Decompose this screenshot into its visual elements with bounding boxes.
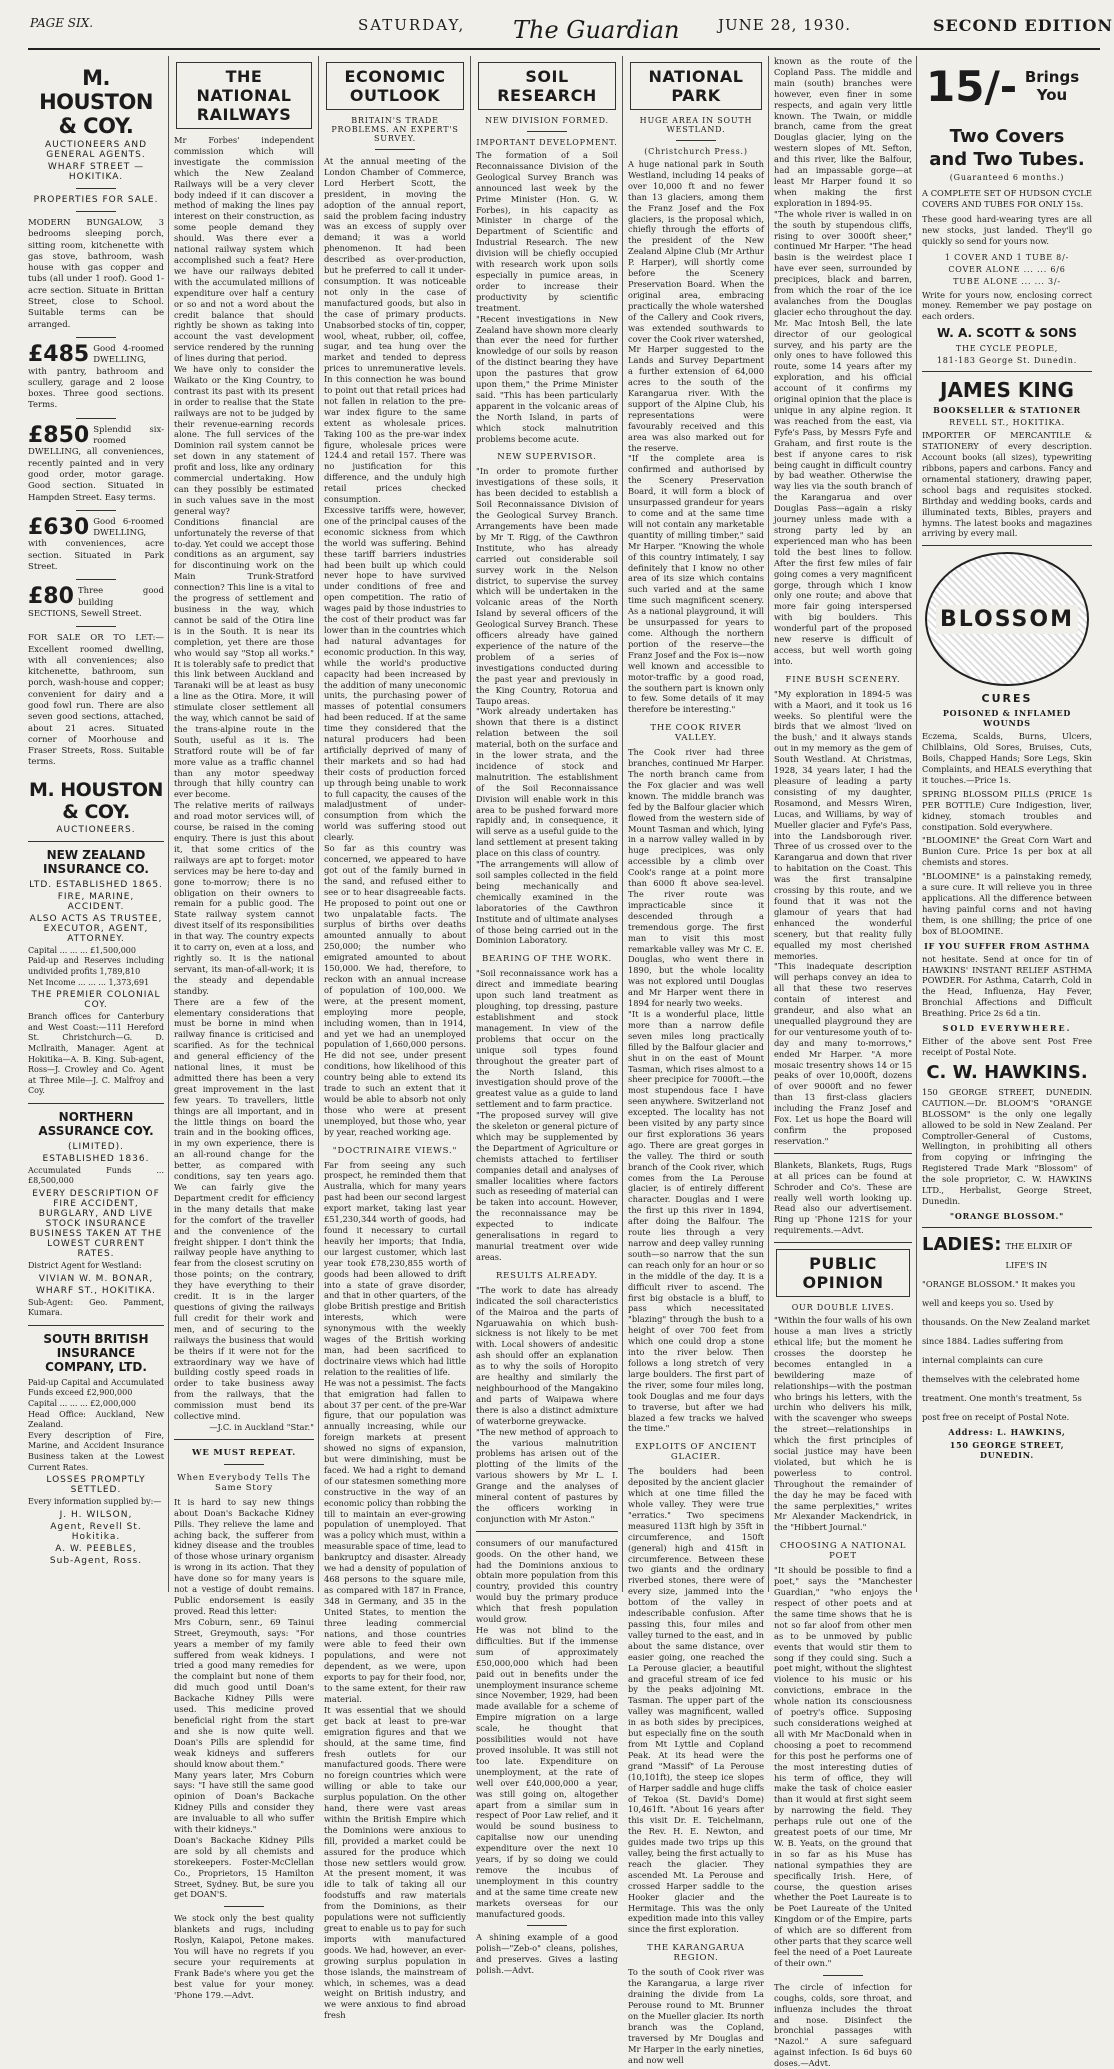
article-paragraph: The circle of infection for coughs, colds, sore throat, and influenza includes the throat and nose. Disinfect the bronchial passages with "Nazol." A sure safeguard against infection. Is 6d buys 60 doses.—Advt. [774,1981,912,2069]
divider [375,149,415,150]
ad-northern-sub: Sub-Agent: Geo. Pamment, Kumara. [28,1297,164,1318]
column-rule [470,56,471,1592]
ad-southbritish-capital: Paid-up Capital and Accumulated Funds exceed £2,900,000 [28,1377,164,1398]
divider [676,140,716,141]
ad-nzinsurance-name: NEW ZEALAND INSURANCE CO. [43,847,149,876]
ad-southbritish-losses: LOSSES PROMPTLY SETTLED. [46,1475,146,1496]
divider [476,1531,618,1532]
article-paragraph: Far from seeing any such prospect, he reminded them that Australia, which for many years past had been our second largest export market, taking last year £51,230,344 worth of goods, had found it necessary to curtail heavily her imports; that India, our largest customer, which last year took £78,230,855 worth of goods had been allowed to drift into a state of grave disorder, and that in other quarters, of the globe British prestige and British interests, which were synonymous with the weekly wages of the British working man, had been sacrificed to doctrinaire views which had little relation to the realities of life. [324,1159,466,1377]
divider [774,1153,912,1154]
ad-nzinsurance-types: FIRE, MARINE, ACCIDENT. [57,891,135,912]
column-rule [622,56,623,1592]
article-subheading: When Everybody Tells The Same Story [177,1472,311,1493]
divider [922,371,1092,372]
article-paragraph: "The arrangements will allow of soil samples collected in the field being mechanically and chemically examined in the laboratories of the Cawthron Institute and of ultimate analyses of those being carried out in the Dominion Laboratory. [476,859,618,946]
ad-houston-for-sale: FOR SALE OR TO LET:—Excellent roomed dwelling, with all conveniences; also kitchenette, bathroom, sun porch, wash-house and copper; convenient for dairy and a good fowl run. There are also seven good sections, attached, about 21 acres. Situated corner of Moorhouse and Fraser Streets, Ross. Suitable terms. [28,633,164,768]
article-paragraph: "This inadequate description will perhaps convey an idea to all that these two reserves contain of interest and grandeur, and also what an unequalled playground they are for our venturesome youth of to-day and many to-morrows," ended Mr Harper. "A more mosaic tresentry shows 14 or 15 peaks of over 10,000ft, dozens of over 9000ft and no fewer than 13 first-class glaciers including the Franz Josef and Fox. Let us hope the Board will confirm the proposed reservation." [774,961,912,1146]
ad-blossom-headline: POISONED & INFLAMED WOUNDS [942,708,1072,729]
ad-bloomine2: "BLOOMINE" is a painstaking remedy, a sure cure. It will relieve you in three applications. All the difference between having painful corns and not having them, is one shilling; the price of one box of BLOOMINE. [922,871,1092,936]
article-subheading: NEW SUPERVISOR. [497,452,597,463]
ad-cycle-text3: Write for yours now, enclosing correct money. Remember we pay postage on each orders. [922,289,1092,322]
price: £80 [28,584,74,610]
ad-cycle-guarantee: (Guaranteed 6 months.) [949,173,1065,182]
article-paragraph: consumers of our manufactured goods. On the other hand, we had the Dominions anxious to obtain more population from this country, provided this country would buy the primary produce which that fresh population would grow. [476,1537,618,1625]
ad-nzinsurance-income: Net Income ... ... ... 1,373,691 [28,977,150,987]
ad-cycle-text2: These good hard-wearing tyres are all new stocks, just landed. They'll go quickly so send for yours now. [922,213,1092,246]
ad-bloomine: "BLOOMINE" the Great Corn Wart and Bunion Cure. Price 1s per box at all chemists and stores. [922,835,1092,868]
ad-southbritish-office: Head Office: Auckland, New Zealand. [28,1409,164,1430]
article-subheading: RESULTS ALREADY. [495,1270,599,1281]
ad-cycle-price2: COVER ALONE ... ... 6/6 [948,264,1066,274]
article-subheading: BEARING OF THE WORK. [482,954,612,965]
ad-southbritish-name: SOUTH BRITISH INSURANCE COMPANY, LTD. [43,1331,149,1374]
article-headline: SOIL RESEARCH [478,62,616,110]
divider [28,841,164,842]
price-text: Splendid six-roomed DWELLING, all conveniences, recently painted and in very good order, motor garage. Good section. Situated in Hampden Street. Easy terms. [28,424,164,503]
article-paragraph: Mrs Coburn, senr., 69 Tainui Street, Greymouth, says: "For years a member of my family suffered from weak kidneys. I tried a good many remedies for the complaint but none of them did much good until Doan's Backache Kidney Pills were used. This medicine proved beneficial right from the start and she is now quite well. Doan's Pills are splendid for weak kidneys and sufferers should know about them." [174,1616,314,1769]
divider [76,188,116,189]
article-headline: THE NATIONAL RAILWAYS [176,62,312,129]
ad-hawkins-name: C. W. HAWKINS. [926,1061,1088,1083]
ad-southbritish-desc: Every description of Fire, Marine, and Accident Insurance Business taken at the Lowest Current Rates. [28,1430,164,1472]
ad-king-addr: REVELL ST., HOKITIKA. [949,418,1065,428]
article-paragraph: "The work to date has already indicated the soil characteristics of the Mairoa and the parts of Ngaruawahia on which bush-sickness is not likely to be met with. Local showers of andesitic ash should offer an explanation as to why the soils of Horopito are healthy and similarly the neighbourhood of the Mangakino and parts of Waipawa where there is also a distinct admixture of waterborne greywacke. [476,1284,618,1426]
ad-southbritish-agent2: A. W. PEEBLES, [55,1543,137,1554]
ad-houston2-name: M. HOUSTON & COY. [29,778,163,823]
price-text: Three good building SECTIONS, Sewell Street. [28,586,164,619]
article-paragraph: "Soil reconnaissance work has a direct and immediate bearing upon such land treatment as ploughing, top dressing, pasture establishment and stock management. In view of the problems that occur on the unique soil types found throughout the greater part of the North Island, this investigation should prove of the greatest value as a guide to land settlement and to farm practice. [476,968,618,1110]
article-paragraph: The Cook river had three branches, continued Mr Harper. The north branch came from the Fox glacier and was well known. The middle branch was fed by the Balfour glacier which flowed from the western side of Mount Tasman and which, lying in a narrow valley walled in by huge precipices, was only accessible by a climb over Cook's range at a point more than 6000 ft above sea-level. The river route was impracticable since it descended through a tremendous gorge. The first man to visit this most remarkable valley was Mr C. E. Douglas, who went there in 1890, but the whole locality was not explored until Douglas and Mr Harper went there in 1894 for nearly two weeks. [628,747,764,1009]
ad-cycle-firm: W. A. SCOTT & SONS [937,326,1077,341]
ad-hawkins-text: 150 GEORGE STREET, DUNEDIN. CAUTION.—Dr. BLOOM'S "ORANGE BLOSSOM" is the only one legally allowed to be sold in New Zealand. Per Comptroller-General of Customs, Wellington, in prohibiting all others from copying or infringing the Registered Trade Mark "Blossom" of the sole proprietor, C. W. HAWKINS LTD., Herbalist, George Street, Dunedin. [922,1086,1092,1206]
article-paragraph: We have only to consider the Waikato or the King Country, to contrast its past with its present in order to realise that the State railways are not to be judged by their revenue-earning records alone. The full services of the Dominion rail system cannot be set down in any statement of profit and loss, like any ordinary commercial undertaking. How can they possibly be estimated in such values save in the most general way? [174,364,314,516]
article-subheading: THE COOK RIVER VALLEY. [650,723,742,744]
divider [76,211,116,212]
column-rule [318,56,319,1592]
ad-cycle-price3: TUBE ALONE ... ... 3/- [953,276,1061,286]
article-subheading: HUGE AREA IN SOUTH WESTLAND. [639,116,753,134]
ad-northern-agent-addr: WHARF ST., HOKITIKA. [35,1285,156,1296]
article-paragraph: Many years later, Mrs Coburn says: "I have still the same good opinion of Doan's Backache Kidney Pills and consider they are invaluable to all who suffer with their kidneys." [174,1769,314,1835]
ad-sold-text: Either of the above sent Post Free receipt of Postal Note. [922,1036,1092,1057]
ad-northern-funds: Accumulated Funds ... £8,500,000 [28,1165,164,1186]
divider [76,510,116,511]
ad-nzinsurance-est: LTD. ESTABLISHED 1865. [29,879,163,890]
ad-nzinsurance-paidup: Paid-up and Reserves including undivided profits 1,789,810 [28,956,164,976]
article-subheading: FINE BUSH SCENERY. [785,674,901,685]
ad-blossom-cures: CURES [981,692,1033,706]
article-paragraph: "Recent investigations in New Zealand have shown more clearly than ever the need for further knowledge of our soils by reason of the distinct bearing they have upon the pastures that grow upon them," the Prime Minister said. "This has been particularly apparent in the volcanic areas of the North Island, in parts of which stock malnutrition problems become acute. [476,313,618,444]
edition-label: SECOND EDITION [933,16,1113,35]
blossom-logo-text: BLOSSOM [936,605,1078,634]
article-paragraph: A huge national park in South Westland, including 14 peaks of over 10,000 ft and no fewer than 13 glaciers, among them the Franz Josef and the Fox glaciers, is the proposal which, chiefly through the efforts of the president of the New Zealand Alpine Club (Mr Arthur P. Harper), will shortly come before the Scenery Preservation Board. When the original area, embracing practically the whole watershed of the Callery and Cook rivers, was extended southwards to cover the Cook river watershed, Mr Harper suggested to the Lands and Survey Department a further extension of 64,000 acres to the south of the Karangarua river. With the support of the Alpine Club, his representations were favourably received and this area was also marked out for the reserve. [628,159,764,453]
article-paragraph: He was not blind to the difficulties. But if the immense sum of approximately £50,000,000 which had been paid out in benefits under the unemployment insurance scheme since November, 1929, had been made available for a scheme of Empire migration on a large scale, he thought that possibilities would not have proved insoluble. It was still not too late. Expenditure on unemployment, at the rate of well over £40,000,000 a year, was still going on, altogether apart from a similar sum in respect of Poor Law relief, and it would be sound business to capitalise now our unending expenditure over the next 10 years, if by so doing we could remove the incubus of unemployment in this country and at the same time create new markets overseas for our manufactured goods. [476,1625,618,1919]
column-public-opinion [770,56,916,2069]
divider [76,626,116,627]
article-paragraph: Mr Forbes' independent commission which will investigate the commission which the New Zealand Railways will be a very clever body indeed if it can discover a method of making the lines pay interest on their construction, as some people demand they should. Was there ever a national railway system which accomplished such a feat? Here we have our railways debited with the accumulated millions of expenditure over half a century or so and not a word about the credit balance that should rightly be shown as taking into account the vast development service rendered by the running of lines during that period. [174,135,314,364]
divider [922,545,1092,546]
column-national-park [624,56,768,2065]
ad-king-role: BOOKSELLER & STATIONER [933,405,1081,416]
divider [527,1925,567,1926]
divider [28,1103,164,1104]
ad-northern-est: ESTABLISHED 1836. [42,1153,150,1164]
article-headline: WE MUST REPEAT. [192,1447,296,1458]
divider [76,418,116,419]
article-paragraph: "In order to promote further investigations of these soils, it has been decided to establish a Soil Reconnaissance Division of the Geological Survey Branch. Arrangements have been made by Mr T. Rigg, of the Cawthron Institute, who has already carried out considerable soil survey work in the Nelson district, to supervise the survey which will be undertaken in the volcanic areas of the North Island by several officers of the Geological Survey Branch. These officers already have gained experience of the nature of the problem of a series of investigations conducted during the past year and previously in the King Country, Rotorua and Taupo areas. [476,466,618,706]
price: £485 [28,341,90,367]
ad-southbritish-cap2: Capital ... ... ... £2,000,000 [28,1399,136,1409]
ad-cycle-brings: Brings You [1024,68,1080,104]
divider [922,1227,1092,1228]
article-paragraph: Conditions financial are unfortunately the reverse of that to-day. Yet could we accept those conditions as an argument, say for discontinuing work on the Main Trunk-Stratford connection? This line is a vital to the progress of settlement and business in the way, which cannot be said of the Otira line is in the South. It is near its completion, yet there are those who would say "Stop all works." It is tolerably safe to predict that this link between Auckland and Taranaki will be at least as busy a line as the Otira. More, it will stimulate closer settlement all the way, which cannot be said of the trans-alpine route in the South, useful as it is. The Stratford route will be of far more value as a traffic channel than any motor speedway through that hilly country can ever become. [174,516,314,800]
ad-houston-role: AUCTIONEERS AND GENERAL AGENTS. [44,140,148,160]
ad-cycle-text: A COMPLETE SET OF HUDSON CYCLE COVERS AND TUBES FOR ONLY 15s. [922,188,1092,209]
article-paragraph: Blankets, Blankets, Rugs, Rugs at all prices can be found at Schroder and Co's. These are really well worth looking up. Read also our advertisement. Ring up 'Phone 121S for your requirements.—Advt. [774,1159,912,1236]
price-text: Good 6-roomed DWELLING, with conveniences, acre section. Situated in Park Street. [28,516,164,573]
ad-cycle-price1: 1 COVER AND 1 TUBE 8/- [944,252,1070,262]
ad-southbritish-info: Every information supplied by:— [28,1497,162,1507]
ad-cycle-price: 15/- [926,62,1018,111]
column-rule [168,56,169,1592]
divider [527,131,567,132]
column-ads-left [24,56,168,1592]
article-paragraph: It is hard to say new things about Doan's Backache Kidney Pills. They relieve the lame and aching back, the sufferer from kidney disease and the troubles of those whose urinary organism is wrong in its action. That they have done so for many years is not a vestige of doubt remains. Public endorsement is easily proved. Read this letter: [174,1496,314,1616]
divider [76,579,116,580]
article-paragraph: Doan's Backache Kidney Pills are sold by all chemists and storekeepers. Foster-McClellan Co., Proprietors, 15 Hamilton Street, Sydney. But, be sure you get DOAN'S. [174,1834,314,1900]
ad-houston-street: WHARF STREET — HOKITIKA. [47,162,145,182]
article-paragraph: "Within the four walls of his own house a man lives a strictly ethical life; but the moment he crosses the doorstep he becomes entangled in a bewildering maze of relationships—with the postman who brings his letters, with the urchin who delivers his milk, with the scavenger who sweeps the street—relationships in which the first principles of social justice may have been violated, but which he is powerless to control. Throughout the remainder of the day he may be faced with the same perplexities," writes Mr Alexander Mackendrick, in the "Hibbert Journal." [774,1315,912,1533]
article-paragraph: The formation of a Soil Reconnaissance Division of the Geological Survey Branch was announced last week by the Prime Minister (Hon. G. W. Forbes), in his capacity as Minister in charge of the Department of Scientific and Industrial Research. The new division will be chiefly occupied with research work upon soils especially in pumice areas, in order to increase their productivity by scientific treatment. [476,150,618,313]
ad-king-text: IMPORTER OF MERCANTILE & STATIONERY of every description. Account books (all sizes), typewriting ribbons, papers and carbons. Fancy and ornamental stationery, drawing paper, school bags and requisites stocked. Birthday and wedding books, cards and illuminated texts, Bibles, prayers and hymns. The latest books and magazines arriving by every mail. [922,430,1092,539]
ad-ladies-addr2: 150 GEORGE STREET, DUNEDIN. [949,1439,1065,1460]
ad-southbritish-agent1: J. H. WILSON, [59,1509,133,1520]
article-paragraph: "It is a wonderful place, little more than a narrow defile seven miles long practically filled by the Balfour glacier and shut in on the east of Mount Tasman, which rises almost to a sheer precipice for 7000ft.—the most stupendous face I have seen anywhere. Switzerland not excepted. The locality has not been visited by any party since our first explorations 36 years ago. There are great gorges in the valley. The third or south branch of the Cook river, which comes from the La Perouse glacier, is of entirely different character. Douglas and I were the first up this river in 1894, after doing the Balfour. The route lies through a very narrow and deep valley running south—so narrow that the sun can reach only for an hour or so in the middle of the day. It is a difficult river to ascend. The first big obstacle is a bluff, to pass which necessitated "blazing" through the bush to a height of over 700 feet from which one could drop a stone into the river below. Then follows a long stretch of very large boulders. The first part of the river, some four miles long, took Douglas and me four days to traverse, but after we had blazed a few tracks we halved the time." [628,1008,764,1434]
ad-nzinsurance-colonial: THE PREMIER COLONIAL COY. [31,990,161,1011]
column-rule [768,56,769,1592]
article-headline: PUBLIC OPINION [776,1249,910,1297]
article-paragraph: To the south of Cook river was the Karangarua, a large river draining the divide from La Perouse round to Mt. Brunner on the Mueller glacier. Its north branch was the Copland, traversed by Mr Douglas and Mr Harper in the early nineties, and now well [628,1967,764,2065]
ad-southbritish-agent2b: Sub-Agent, Ross. [49,1555,143,1566]
article-paragraph: The boulders had been deposited by the ancient glacier which at one time filled the whole valley. They were true "erratics." Two specimens measured 113ft high by 35ft in circumference, and 150ft (general) high and 415ft in circumference. Between these two giants and the ordinary riverbed stones, there were of every size, jammed into the bottom of the valley in indescribable confusion. After passing this, four miles and valley turned to the east, and in about the same distance, over easier going, one reached the La Perouse glacier, a beautiful and graceful stream of ice fed by the peaks adjoining Mt. Tasman. The upper part of the valley was magnificent, walled in as both sides by precipices, but especially fine on the south from Mt Lyttle and Copland Peak. At its head were the grand "Massif" of La Perouse (10,101ft), the steep ice slopes of Harper saddle and huge cliffs of Tekoa (St. David's Dome) 10,461ft. "About 16 years after this visit Dr. E. Teichelmann, the Rev. H. E. Newton, and guides made two trips up this valley, being the first actually to reach the glacier. They ascended Mt. La Perouse and crossed Harper saddle to the Hooker glacier and the Hermitage. This was the only expedition made into this valley since the first exploration. [628,1466,764,1935]
ad-orange-blossom: "ORANGE BLOSSOM." [949,1210,1065,1221]
divider [774,1242,912,1243]
newspaper-title: The Guardian [513,16,680,44]
article-paragraph: "My exploration in 1894-5 was with a Maori, and it took us 16 weeks. So plentiful were the birds that we almost 'lived on the bush,' and it always stands out in my memory as the gem of South Westland. At Christmas, 1928, 34 years later, I had the pleasure of leading a party consisting of my daughter, Rosamond, and Messrs Wiren, Lucas, and Williams, by way of Mueller glacier and Fyfe's Pass, into the Landsborough river. Three of us crossed over to the Karangarua and down that river to habitation on the Coast. This was the first transalpine crossing by this route, and we found that it was not the glamour of years that had enhanced the wonderful scenery, but that reality fully equalled my most cherished memories. [774,688,912,961]
ad-ladies [922,1234,1092,1424]
ad-asthma-headline: IF YOU SUFFER FROM ASTHMA [924,940,1090,951]
masthead-date: JUNE 28, 1930. [718,16,852,34]
article-paragraph: "Work already undertaken has shown that there is a distinct relation between the soil material, both on the surface and in the lower strata, and the incidence of stock and malnutrition. The establishment of the Soil Reconnaissance Division will enable work in this area to be pushed forward more rapidly and, in consequence, it will serve as a useful guide to the land settlement at present taking place on this class of country. [476,706,618,859]
ad-nzinsurance-branch: Branch offices for Canterbury and West Coast:—111 Hereford St. Christchurch—G. D. McIlraith, Manager. Agent at Hokitika—A. B. King. Sub-agent, Ross—J. Crowley and Co. Agent at Three Mile—J. C. Malfroy and Coy. [28,1012,164,1096]
ad-houston2-role: AUCTIONEERS. [56,824,136,835]
article-paragraph: Excessive tariffs were, however, one of the principal causes of the economic sickness from which the world was suffering. Behind these tariff barriers industries had been built up which could never hope to have survived under conditions of free and open competition. The ratio of wages paid by those industries to the cost of their product was far lower than in the countries which had natural advantages for economic production. In this way, while the world's productive capacity had been increased by the addition of many uneconomic units, the purchasing power of masses of potential consumers had been reduced. If at the same time they considered that the natural producers had been artificially deprived of many of their markets and so had had their costs of production forced up through being unable to work to full capacity, the causes of the maladjustment of under-consumption from which the world was suffering stood out clearly. [324,505,466,843]
article-headline: NATIONAL PARK [630,62,762,110]
price: £850 [28,422,90,448]
ad-asthma-text: not hesitate. Send at once for tin of HAWKINS' INSTANT RELIEF ASTHMA POWDER. For Asthma, Catarrh, Cold in the Head, Influenza, Hay Fever, Bronchial Affections and Difficult Breathing. Price 2s 6d a tin. [922,953,1092,1019]
price-listing [28,514,164,573]
price-listing [28,422,164,504]
masthead-day: SATURDAY, [358,16,466,34]
article-paragraph: So far as this country was concerned, we appeared to have got out of the family burned in the sand, and refused either to see or to hear disagreeable facts. He proposed to point out one or two unpalatable facts. The surplus of births over deaths amounted annually to about 250,000; the number who emigrated amounted to about 150,000. We had, therefore, to reckon with an annual increase of population of 100,000. We were, at the present moment, employing more people, including women, than in 1914, and yet we had an unemployed population of 1,660,000 persons. He did not see, under present conditions, how likelihood of this country being able to extend its trade to such an extent that it would be able to absorb not only those who were at present unemployed, but those who, year by year, reached working age. [324,843,466,1137]
ad-ladies-title: LADIES: [922,1233,1002,1255]
ad-sold-everywhere: SOLD EVERYWHERE. [942,1023,1072,1034]
divider [76,337,116,338]
price-text: Good 4-roomed DWELLING, with pantry, bathroom and scullery, garage and 2 loose boxes. Three good sections. Terms. [28,343,164,411]
article-subheading: IMPORTANT DEVELOPMENT. [476,138,618,147]
divider [224,1906,264,1907]
ad-houston-props: PROPERTIES FOR SALE. [33,195,159,205]
ad-northern-desc: EVERY DESCRIPTION OF FIRE ACCIDENT, BURGLARY, AND LIVE STOCK INSURANCE BUSINESS TAKEN AT THE LOWEST CURRENT RATES. [29,1189,163,1260]
article-paragraph: A shining example of a good polish—"Zeb-o" cleans, polishes, and preserves. Gives a lasting polish.—Advt. [476,1932,618,1976]
article-paragraph: "If the complete area is confirmed and authorised by the Scenery Preservation Board, it will form a block of unsurpassed grandeur for years to come and at the same time will not contain any marketable quantity of milling timber," said Mr Harper. "Knowing the whole of this country intimately, I say definitely that I know no other area of its size which contains such varied and at the same time such magnificent scenery. As a national playground, it will be unsurpassed for years to come. Although the northern portion of the reserve—the Franz Josef and the Fox is—now well known and accessible to motor-traffic by a good road, the southern part is known only to few. Some details of it may therefore be interesting." [628,453,764,715]
article-paragraph: known as the route of the Copland Pass. The middle and main (south) branches were however, even finer in some respects, and again very little known. The Twain, or middle branch, came from the great Douglas glacier, lying on the western slopes of Mt. Sefton, and this river, like the Balfour, had an impassable gorge—at least Mr Harper found it so when making the first exploration in 1894-95. [774,56,912,208]
divider [224,1464,264,1465]
article-paragraph: It was essential that we should get back at least to pre-war emigration figures and that we should, at the same time, find fresh outlets for our manufactured goods. There were no foreign countries which were willing or able to take our surplus population. On the other hand, there were vast areas within the British Empire which the Dominions were anxious to fill, provided a market could be assured for the produce which those new settlers would grow. At the present moment, it was idle to talk of taking all our foodstuffs and raw materials from the Dominions, as their populations were not sufficiently great to enable us to pay for such imports with manufactured goods. We had, however, an ever-growing surplus population in those islands, the mainstream of which, in schemes, was a dead weight on British industry, and we were anxious to find abroad fresh [324,1704,466,2021]
article-subheading: OUR DOUBLE LIVES. [791,1303,895,1313]
article-subheading: THE KARANGARUA REGION. [647,1943,745,1964]
divider [28,1325,164,1326]
ad-cycle-firm2: THE CYCLE PEOPLE, [955,344,1059,354]
article-subheading: CHOOSING A NATIONAL POET [779,1541,907,1562]
ad-houston-name: M. HOUSTON & COY. [39,66,153,138]
ad-northern-ltd: (LIMITED). [67,1141,125,1152]
masthead [28,12,1113,50]
article-paragraph: We stock only the best quality blankets and rugs, including Roslyn, Kaiapoi, Petone makes. You will have no regrets if you secure your requirements at Frank Bade's where you get the best value for your money. 'Phone 179.—Advt. [174,1913,314,2000]
ad-northern-agent-name: VIVIAN W. M. BONAR, [38,1273,154,1284]
article-subheading: (Christchurch Press.) [644,147,748,156]
ad-king-name: JAMES KING [940,378,1074,403]
article-paragraph: "The new method of approach to the various malnutrition problems has arisen out of the plotting of the limits of the various showers by Mr L. I. Grange and the analyses of mineral content of pastures by the officers working in conjunction with Mr Aston." [476,1426,618,1524]
article-paragraph: "The whole river is walled in on the south by stupendous cliffs, rising to over 3000ft sheer," continued Mr Harper. "The head basin is the weirdest place I have ever seen, surrounded by precipices, black and barren, from which the roar of the ice avalanches from the Douglas glacier echo throughout the day. Mr. Mac Intosh Bell, the late director of our geological survey, and his party are the only ones to have followed this route, some 14 years after my exploration, and his official account of it confirms my original opinion that the place is unique in any alpine region. It was reached from the east, via Fyfe's Pass, by Messrs Fyfe and Graham, and first route is the best if anyone cares to risk being caught in difficult country by bad weather. Otherwise the way lies via the south branch of the Karangarua and over Douglas Pass—again a risky journey unless made with a strong party led by an experienced man who has been told the best lines to follow. After the first few miles of fair going comes a very magnificent gorge, through which I know only one route; and above that more fair going interspersed with big boulders. This wonderful part of the proposed new reserve is difficult of access, but well worth going into. [774,208,912,666]
article-paragraph: "It should be possible to find a poet," says the "Manchester Guardian," "who enjoys the respect of other poets and at the same time shows that he is not so far aloof from other men as to be unmoved by public events that would stir them to song if they could sing. Such a poet might, without the slightest violence to his music or his convictions, embrace in the whole nation its consciousness of poetry's office. Supposing such considerations weighed at all with Mr MacDonald when in choosing a poet to recommend for this post he performs one of the most interesting duties of his term of office, they will make the task of choice easier than it would at first sight seem by narrowing the field. They perhaps rule out one of the greatest poets of our time, Mr W. B. Yeats, on the ground that in so far as his Muse has national sympathies they are specifically Irish. Here, of course, the question arises whether the Poet Laureate is to be Poet Laureate of the United Kingdom or of the Empire, parts of which are so different from other parts that they scarce well feel the need of a Poet Laureate of their own." [774,1565,912,1968]
ad-cycle-covers: Two Covers [949,126,1065,147]
ad-nzinsurance-also: ALSO ACTS AS TRUSTEE, EXECUTOR, AGENT, ATTORNEY. [29,913,163,944]
ad-cycle-tubes: and Two Tubes. [929,149,1085,170]
ad-northern-name: NORTHERN ASSURANCE COY. [38,1109,154,1138]
page-number: PAGE SIX. [30,16,94,30]
column-ads-right [918,56,1096,1592]
ad-southbritish-agent1b: Agent, Revell St. Hokitika. [50,1521,142,1542]
price-listing [28,341,164,412]
ad-cycle-addr: 181-183 George St. Dunedin. [936,356,1078,366]
column-rule [916,56,917,1592]
ad-blossom-text: Eczema, Scalds, Burns, Ulcers, Chilblains, Old Sores, Bruises, Cuts, Boils, Chapped Hands; Sore Legs, Skin Complaints, and HEALS everything that it touches.—Price 1s. [922,731,1092,785]
column-soil-research [472,56,622,1976]
ad-houston-bungalow: MODERN BUNGALOW, 3 bedrooms sleeping porch, sitting room, kitchenette with gas stove, bathroom, wash house with gas copper and tubs (all under 1 roof). Good 1-acre section. Situate in Brittan Street, close to School. Suitable terms can be arranged. [28,218,164,330]
price: £630 [28,514,90,540]
price-listing [28,586,164,620]
article-paragraph: He was not a pessimist. The facts that emigration had fallen to about 37 per cent. of the pre-War figure, that our population was annually increasing, while our foreign markets at present showed no signs of expansion, but were diminishing, must be faced. We had a right to demand of our statesmen something more constructive in the way of an economic policy than robbing the till to maintain an ever-growing population of unemployed. That was a policy which must, within a measurable space of time, lead to bankruptcy and disaster. Already we had a density of population of 468 persons to the square mile, as compared with 187 in France, 348 in Germany, and 35 in the United States, to mention the three leading commercial nations, and those countries were able to feed their own populations, and were not dependent, as we were, upon exports to pay for their food, nor, to the same extent, for their raw material. [324,1377,466,1704]
ad-cycle-header [922,62,1092,124]
article-paragraph: There are a few of the elementary considerations that must be borne in mind when railway finance is criticised and scarified. As for the technical and general efficiency of the national lines, it must be admitted there has been a very great improvement in the last few years. To travellers, little things are all important, and in the little things on board the train and in the booking offices, in my own experience, there is an all-round change for the better, as compared with conditions, say ten years ago. We can fairly give the Department credit for efficiency in the many details that make for the comfort of the traveller and the convenience of the freight shipper. I don't think the railway people have anything to fear from the closest scrutiny on those points; on the contrary, they have everything to their credit. It is in the larger questions of giving the railways full credit for their work and men, and of securing to the railways the business that would be theirs if it were not for the extraordinary way we have of building costly speed roads in order to take business away from the railways, that the commission must bend its collective mind. [174,996,314,1422]
article-signature: —J.C. in Auckland "Star." [209,1421,314,1432]
column-economic-outlook [320,56,470,2021]
ad-northern-agent: District Agent for Westland: [28,1261,142,1271]
article-subheading: "DOCTRINAIRE VIEWS." [332,1145,458,1156]
article-paragraph: "The proposed survey will give the skeleton or general picture of which may be supplemented by the Department of Agriculture or chemists attached to fertiliser companies detail and analyses of smaller localities where factors such as reseeding of material can be taken into account. However, the reconnaissance may be expected to indicate generalisations in regard to manurial treatment over wide areas. [476,1110,618,1262]
article-headline: ECONOMIC OUTLOOK [326,62,464,110]
article-subheading: NEW DIVISION FORMED. [485,116,609,125]
ad-blossom-spring: SPRING BLOSSOM PILLS (PRICE 1s PER BOTTLE) Cure Indigestion, liver, kidney, stomach troubles and constipation. Sold everywhere. [922,788,1092,832]
article-paragraph: The relative merits of railways and road motor services will, of course, be raised in the coming enquiry. There is just this about it, that some critics of the railways are apt to forget: motor services may be here to-day and gone to-morrow; there is no obligation on their owners to remain for a public good. The State railway system cannot divest itself of its responsibilities in that way. The country expects it to carry on, even at a loss, and rightly so. It is the national servant, its man-of-all-work; it is the steady and dependable standby. [174,800,314,996]
article-paragraph: At the annual meeting of the London Chamber of Commerce, Lord Herbert Scott, the president, in moving the adoption of the annual report, said the problem facing industry was an excess of supply over demand; it was a world phenomenon. It had been described as over-production, but he preferred to call it under-consumption. It was noticeable not only in the case of manufactured goods, but also in the case of primary products. Unabsorbed stocks of tin, copper, wool, wheat, rubber, oil, coffee, sugar, and tea hung over the market and tended to depress prices to unremunerative levels. In this connection he was bound to point out that retail prices had not fallen in relation to the pre-war index figure to the same extent as wholesale prices. Taking 100 as the pre-war index figure, wholesale prices were 124.4 and retail 157. There was no justification for this difference, and the unduly high retail prices checked consumption. [324,156,466,505]
blossom-logo-icon [925,552,1089,686]
article-subheading: BRITAIN'S TRADE PROBLEMS. AN EXPERT'S SURVEY. [331,116,459,143]
article-subheading: EXPLOITS OF ANCIENT GLACIER. [635,1442,757,1463]
ad-nzinsurance-capital: Capital ... ... ... £1,500,000 [28,945,136,955]
divider [174,1439,314,1440]
divider [823,1975,863,1976]
column-national-railways [170,56,318,2000]
ad-ladies-text: THE ELIXIR OF LIFE'S IN "ORANGE BLOSSOM." It makes you well and keeps you so. Used by thousands. On the New Zealand market since 1884. Ladies suffering from internal complaints can cure themselves with the celebrated home treatment. One month's treatment, 5s post free on receipt of Postal Note. [922,1240,1090,1422]
ad-ladies-addr: Address: L. HAWKINS, [948,1426,1066,1437]
